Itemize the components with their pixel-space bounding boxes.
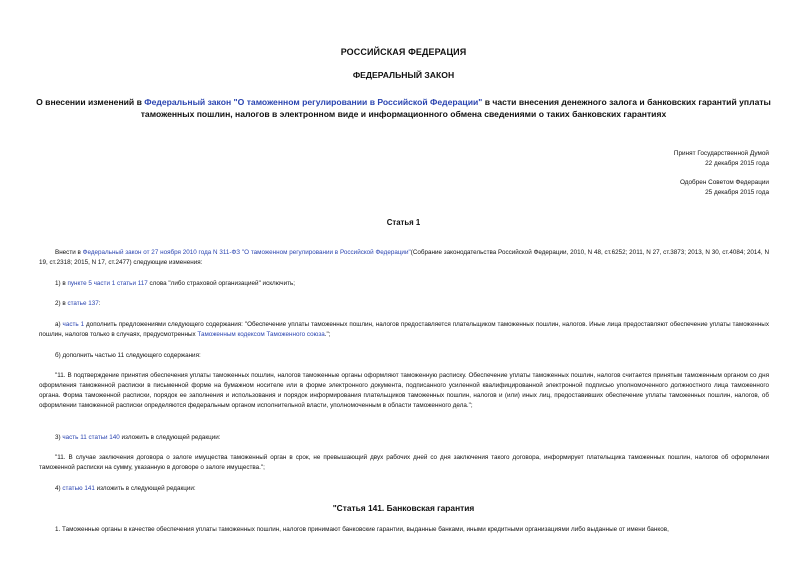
item-2a-suffix: ."; (324, 331, 331, 338)
item-2b-paragraph: б) дополнить частью 11 следующего содержания: (55, 352, 201, 359)
item-2a-prefix: а) (55, 321, 63, 328)
item-2-link[interactable]: статье 137 (67, 300, 99, 307)
item-4-suffix: изложить в следующей редакции: (94, 485, 196, 492)
law-title (30, 96, 777, 120)
customs-code-link[interactable]: Таможенным кодексом Таможенного союза (197, 331, 325, 338)
country-heading: РОССИЙСКАЯ ФЕДЕРАЦИЯ (340, 47, 467, 57)
item-1-suffix: слова "либо страховой организацией" исключить; (147, 280, 296, 287)
council-approval-line1: Одобрен Советом Федерации (679, 179, 769, 186)
item-1-prefix: 1) в (55, 280, 68, 287)
intro-law-link[interactable]: Федеральный закон от 27 ноября 2010 года N 311-ФЗ "О таможенном регулировании в Российской Федерации" (82, 249, 411, 256)
duma-adoption-date: 22 декабря 2015 года (705, 160, 769, 167)
item-4-paragraph (39, 484, 769, 494)
item-1-link[interactable]: пункте 5 части 1 статьи 117 (67, 280, 148, 287)
intro-prefix: Внести в (55, 249, 83, 256)
item-4-prefix: 4) (55, 485, 63, 492)
item-3-suffix: изложить в следующей редакции: (119, 434, 221, 441)
title-suffix: в части внесения денежного залога и банковских гарантий уплаты таможенных пошлин, налогов в электронном виде и информационного обмена сведениями о таких банковских гарантиях (140, 97, 771, 119)
item-3-link[interactable]: часть 11 статьи 140 (62, 434, 120, 441)
article-141-heading: "Статья 141. Банковская гарантия (332, 503, 475, 513)
council-approval-date: 25 декабря 2015 года (705, 189, 769, 196)
duma-adoption-line1: Принят Государственной Думой (673, 150, 769, 157)
part-11-paragraph: "11. В подтверждение принятия обеспечения уплаты таможенных пошлин, налогов таможенные органы оформляют таможенную расписку. Обеспечение уплаты таможенных пошлин, налогов считается принятым таможенным органом со дня оформления таможенной расписки в письменной форме на бумажном носителе или в форме электронного документа, подписанного усиленной квалифицированной электронной подписью уполномоченного должностного лица таможенного органа. Форма таможенной расписки, порядок ее заполнения и использования и порядок информирования плательщиков таможенных пошлин, налогов и (или) иных лиц, предоставивших обеспечение уплаты таможенных пошлин, налогов, об оформлении таможенной расписки определяются федеральным органом исполнительной власти, уполномоченным в области таможенного дела."; (39, 372, 769, 409)
intro-paragraph (39, 248, 769, 268)
item-3-prefix: 3) (55, 434, 63, 441)
article-141-part-1-paragraph: 1. Таможенные органы в качестве обеспечения уплаты таможенных пошлин, налогов принимают банковские гарантии, выданные банками, иными кредитными организациями либо выданные от имени банков, (55, 526, 669, 533)
item-2-paragraph (39, 299, 769, 309)
item-1-paragraph (39, 279, 769, 289)
title-law-link[interactable]: Федеральный закон "О таможенном регулировании в Российской Федерации" (144, 97, 483, 107)
council-approval-note (680, 178, 769, 198)
item-2-prefix: 2) в (55, 300, 68, 307)
item-2-suffix: : (98, 300, 101, 307)
item-2a-link[interactable]: часть 1 (62, 321, 85, 328)
title-prefix: О внесении изменений в (36, 97, 145, 107)
item-2a-paragraph (39, 320, 769, 340)
item-2a-middle: дополнить предложениями следующего содержания: "Обеспечение уплаты таможенных пошлин, налогов предоставляется плательщиком таможенных пошлин, налогов. Иные лица предоставляют обеспечение уплаты таможенных пошлин, налогов только в случаях, предусмотренных (39, 321, 769, 338)
document-type-heading: ФЕДЕРАЛЬНЫЙ ЗАКОН (352, 70, 455, 80)
part-11-new-paragraph: "11. В случае заключения договора о залоге имущества таможенный орган в срок, не превышающий двух рабочих дней со дня заключения такого договора, информирует плательщика таможенных пошлин, налогов об оформлении таможенной расписки на сумму, указанную в договоре о залоге имущества."; (39, 454, 769, 471)
duma-adoption-note (674, 149, 769, 169)
item-4-link[interactable]: статью 141 (62, 485, 95, 492)
intro-suffix: (Собрание законодательства Российской Федерации, 2010, N 48, ст.6252; 2011, N 27, ст.3873; 2013, N 30, ст.4084; 2014, N 19, ст.2318; 2015, N 17, ст.2477) следующие изменения: (39, 249, 769, 266)
item-3-paragraph (39, 433, 769, 443)
article-1-heading: Статья 1 (386, 218, 421, 227)
